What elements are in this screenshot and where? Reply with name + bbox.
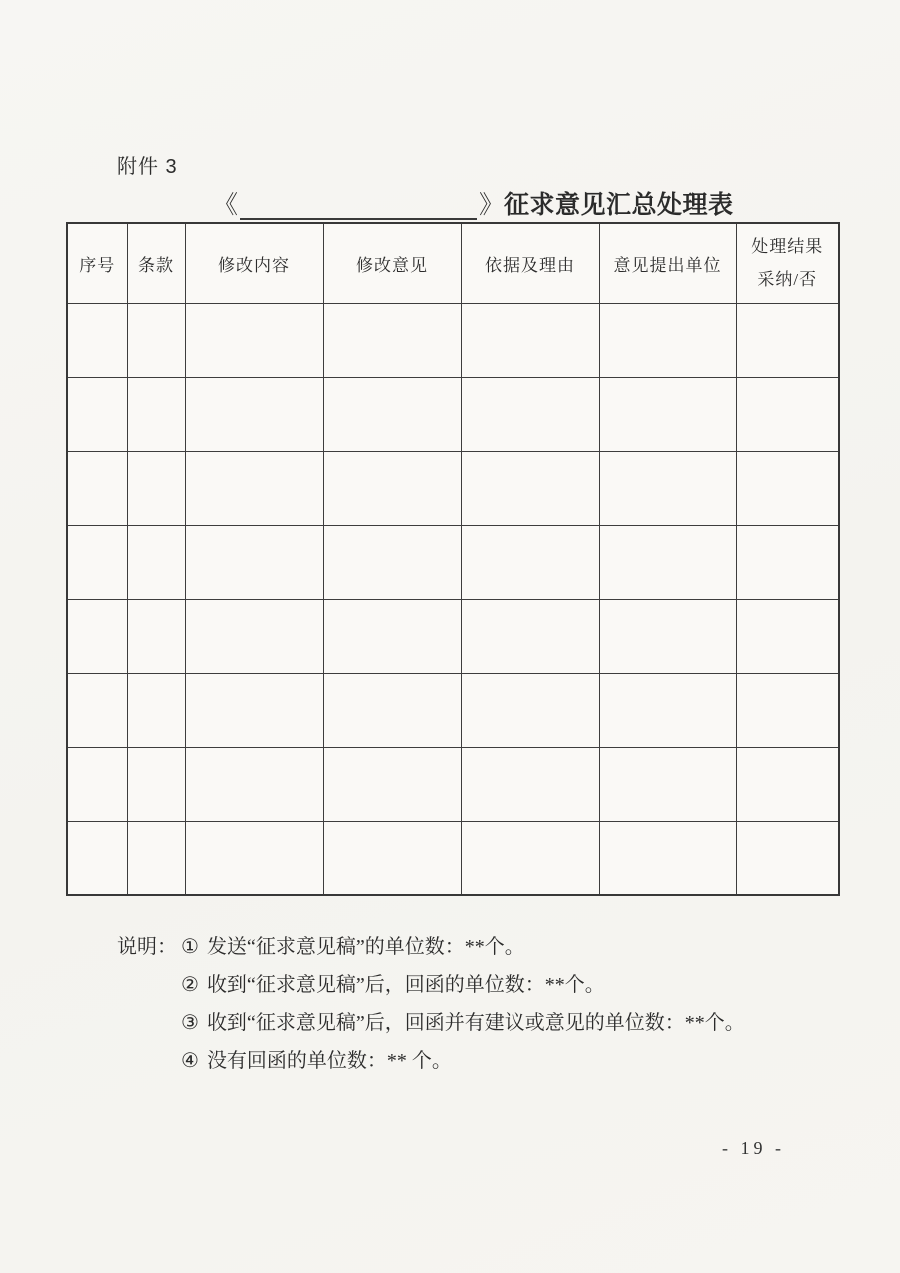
document-title <box>213 186 734 220</box>
note-item-3 <box>181 1004 837 1042</box>
table-cell <box>67 821 127 895</box>
header-cell-basis: 依据及理由 <box>461 223 599 303</box>
table-cell <box>736 747 839 821</box>
table-cell <box>323 821 461 895</box>
table-cell <box>736 377 839 451</box>
table-cell <box>323 599 461 673</box>
title-text: 征求意见汇总处理表 <box>504 192 734 219</box>
notes-section <box>117 928 837 1080</box>
table-cell <box>599 747 736 821</box>
header-cell-opinion: 修改意见 <box>323 223 461 303</box>
table-cell <box>461 747 599 821</box>
table-cell <box>736 599 839 673</box>
table-cell <box>599 303 736 377</box>
header-cell-content: 修改内容 <box>185 223 323 303</box>
table-cell <box>67 451 127 525</box>
header-cell-unit: 意见提出单位 <box>599 223 736 303</box>
table-row <box>67 599 839 673</box>
note-text-3: 收到“征求意见稿”后，回函并有建议或意见的单位数：**个。 <box>206 1012 745 1034</box>
table-cell <box>599 525 736 599</box>
note-text-4: 没有回函的单位数：** 个。 <box>206 1050 452 1072</box>
title-close-bracket: 》 <box>479 192 505 219</box>
table-cell <box>736 451 839 525</box>
table-cell <box>67 599 127 673</box>
title-open-bracket: 《 <box>213 192 239 219</box>
table-cell <box>461 525 599 599</box>
table-row <box>67 747 839 821</box>
table-cell <box>67 673 127 747</box>
table-row <box>67 377 839 451</box>
page-number: - 19 - <box>722 1138 785 1158</box>
table-cell <box>736 525 839 599</box>
header-result-line1: 处理结果 <box>751 237 824 257</box>
table-row <box>67 451 839 525</box>
table-cell <box>127 673 185 747</box>
note-item-1 <box>181 928 837 966</box>
note-number-2: ② <box>181 974 199 996</box>
header-result-line2: 采纳/否 <box>757 270 818 290</box>
table-cell <box>461 451 599 525</box>
table-cell <box>185 303 323 377</box>
note-number-1: ① <box>181 936 199 958</box>
table-cell <box>67 525 127 599</box>
table-cell <box>736 673 839 747</box>
table-cell <box>127 599 185 673</box>
table-cell <box>127 451 185 525</box>
note-number-3: ③ <box>181 1012 199 1034</box>
table-cell <box>323 303 461 377</box>
title-blank-underline <box>240 194 477 220</box>
note-text-2: 收到“征求意见稿”后，回函的单位数：**个。 <box>206 974 605 996</box>
header-cell-result <box>736 223 839 303</box>
table-cell <box>599 599 736 673</box>
table-cell <box>599 673 736 747</box>
table-row <box>67 673 839 747</box>
table-cell <box>461 599 599 673</box>
header-cell-clause: 条款 <box>127 223 185 303</box>
table-header-row <box>67 223 839 303</box>
table-cell <box>599 451 736 525</box>
table-cell <box>736 303 839 377</box>
table-cell <box>67 377 127 451</box>
table-cell <box>323 673 461 747</box>
table-cell <box>127 525 185 599</box>
notes-label: 说明： <box>117 936 177 958</box>
table-cell <box>67 303 127 377</box>
table-cell <box>127 747 185 821</box>
header-cell-seq: 序号 <box>67 223 127 303</box>
note-item-4 <box>181 1042 837 1080</box>
notes-items <box>181 928 837 1080</box>
table-cell <box>127 377 185 451</box>
table-cell <box>461 303 599 377</box>
table-cell <box>323 377 461 451</box>
note-number-4: ④ <box>181 1050 199 1072</box>
table-cell <box>323 525 461 599</box>
table-row <box>67 303 839 377</box>
comment-summary-table <box>66 222 840 896</box>
table-cell <box>736 821 839 895</box>
table-cell <box>185 747 323 821</box>
table-header <box>67 223 839 303</box>
table-cell <box>185 599 323 673</box>
table-cell <box>323 747 461 821</box>
table-cell <box>185 821 323 895</box>
table-cell <box>127 821 185 895</box>
table-cell <box>185 377 323 451</box>
table-row <box>67 525 839 599</box>
table-cell <box>67 747 127 821</box>
table-cell <box>185 525 323 599</box>
table-cell <box>599 377 736 451</box>
table-cell <box>185 451 323 525</box>
note-item-2 <box>181 966 837 1004</box>
table-cell <box>461 377 599 451</box>
note-text-1: 发送“征求意见稿”的单位数：**个。 <box>206 936 525 958</box>
table-body <box>67 303 839 895</box>
attachment-label: 附件 3 <box>117 156 178 178</box>
table-cell <box>461 673 599 747</box>
table-cell <box>599 821 736 895</box>
table-cell <box>323 451 461 525</box>
table-row <box>67 821 839 895</box>
table-cell <box>127 303 185 377</box>
table-cell <box>185 673 323 747</box>
table-cell <box>461 821 599 895</box>
